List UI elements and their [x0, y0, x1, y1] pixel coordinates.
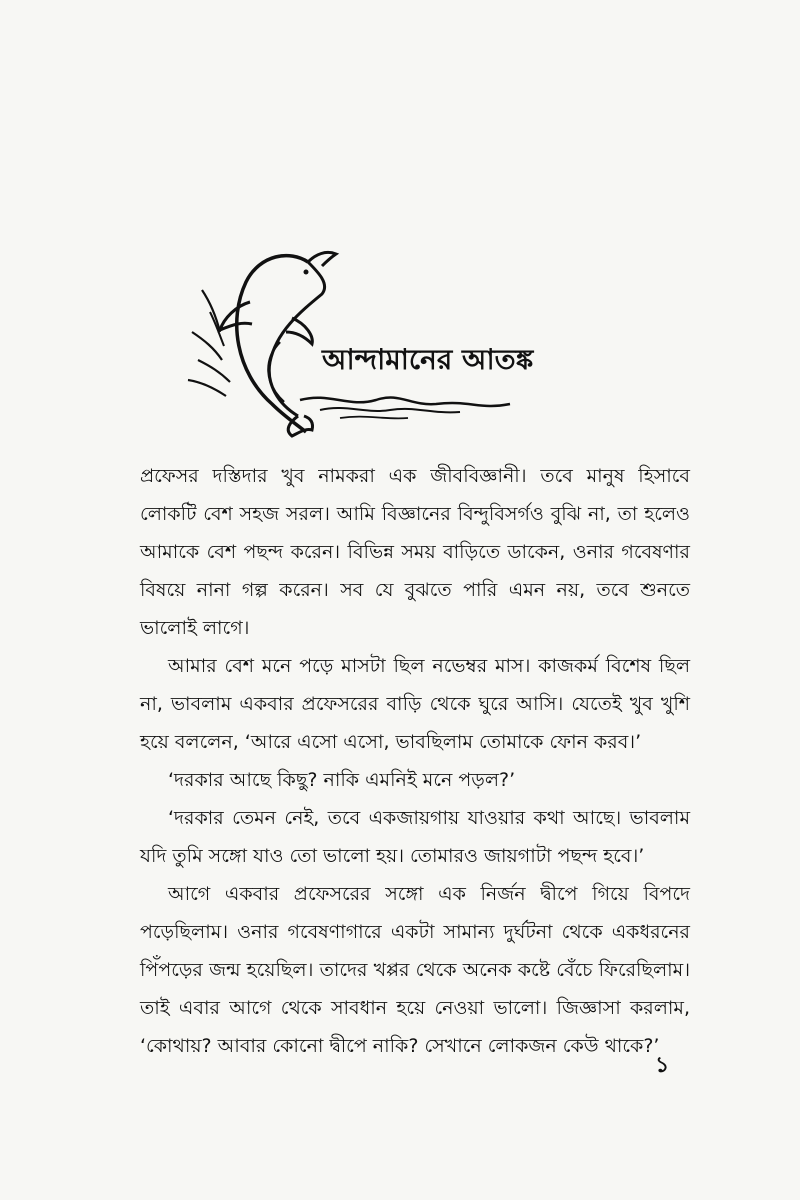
- paragraph-1: প্রফেসর দস্তিদার খুব নামকরা এক জীববিজ্ঞানী। তবে মানুষ হিসাবে লোকটি বেশ সহজ সরল। আমি বিজ্ঞানের বিন্দুবিসর্গও বুঝি না, তা হলেও আমাকে বেশ পছন্দ করেন। বিভিন্ন সময় বাড়িতে ডাকেন, ওনার গবেষণার বিষয়ে নানা গল্প করেন। সব যে বুঝতে পারি এমন নয়, তবে শুনতে ভালোই লাগে।: [140, 465, 690, 639]
- paragraph-2: আমার বেশ মনে পড়ে মাসটা ছিল নভেম্বর মাস। কাজকর্ম বিশেষ ছিল না, ভাবলাম একবার প্রফেসরের বাড়ি থেকে ঘুরে আসি। যেতেই খুব খুশি হয়ে বললেন, ‘আরে এসো এসো, ভাবছিলাম তোমাকে ফোন করব।’: [140, 655, 690, 753]
- paragraph-5: আগে একবার প্রফেসরের সঙ্গো এক নির্জন দ্বীপে গিয়ে বিপদে পড়েছিলাম। ওনার গবেষণাগারে একটা সামান্য দুর্ঘটনা থেকে একধরনের পিঁপড়ের জন্ম হয়েছিল। তাদের খপ্পর থেকে অনেক কষ্টে বেঁচে ফিরেছিলাম। তাই এবার আগে থেকে সাবধান হয়ে নেওয়া ভালো। জিজ্ঞাসা করলাম, ‘কোথায়? আবার কোনো দ্বীপে নাকি? সেখানে লোকজন কেউ থাকে?’: [140, 883, 690, 1057]
- chapter-heading: [180, 232, 620, 442]
- paragraph-4: ‘দরকার তেমন নেই, তবে একজায়গায় যাওয়ার কথা আছে। ভাবলাম যদি তুমি সঙ্গো যাও তো ভালো হয়। তোমারও জায়গাটা পছন্দ হবে।’: [140, 807, 690, 867]
- page-number: ১: [655, 1053, 670, 1078]
- chapter-body: [140, 457, 690, 1065]
- dolphin-icon: [180, 232, 620, 442]
- chapter-title: আন্দামানের আতঙ্ক: [322, 343, 534, 376]
- paragraph-3: ‘দরকার আছে কিছু? নাকি এমনিই মনে পড়ল?’: [168, 769, 516, 791]
